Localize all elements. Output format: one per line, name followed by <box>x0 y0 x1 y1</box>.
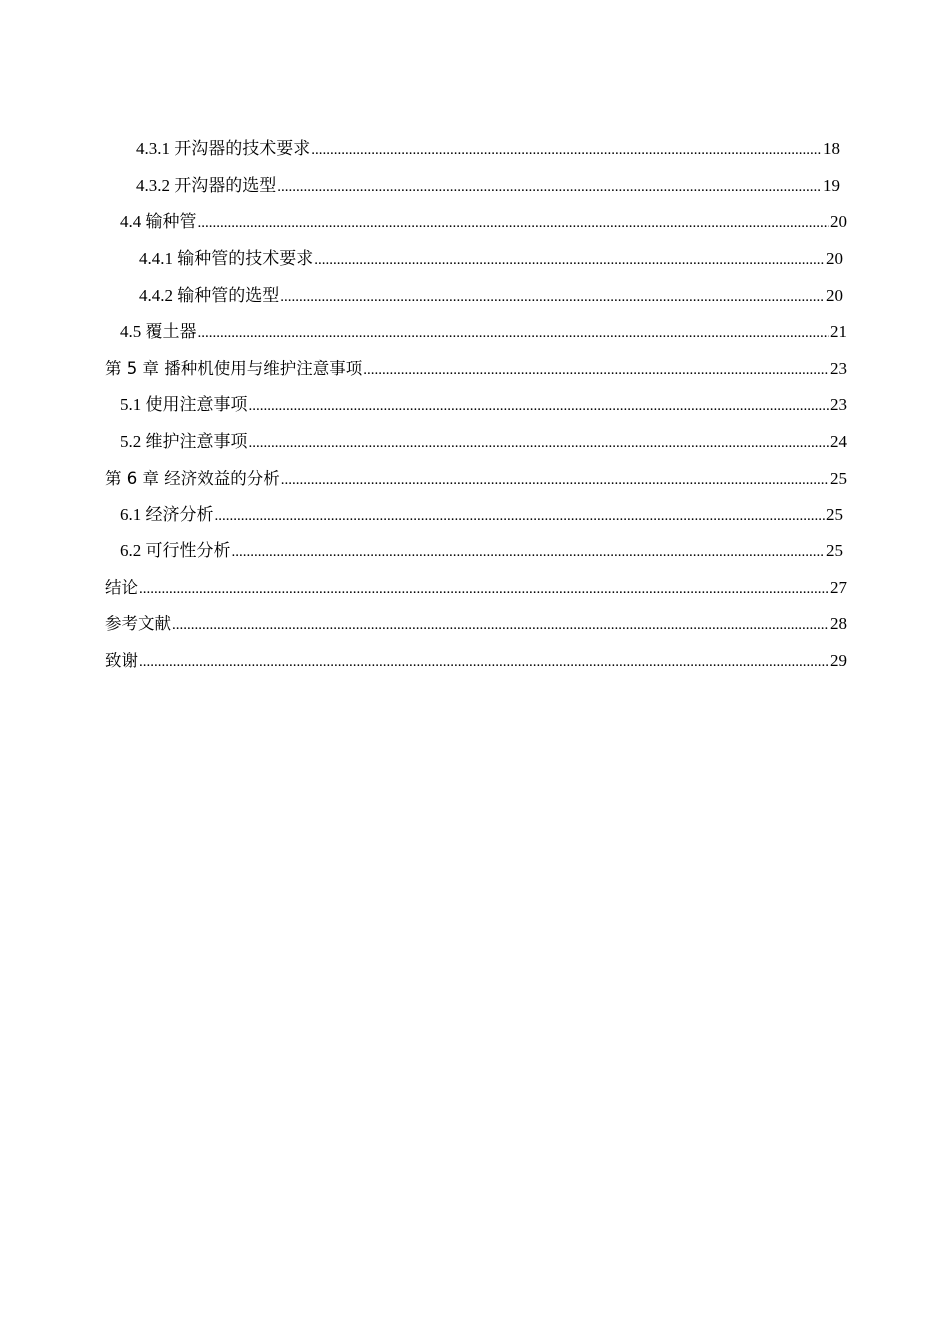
toc-chapter-entry[interactable] <box>105 612 847 636</box>
toc-leader-dots <box>314 248 825 272</box>
toc-entry-page: 20 <box>830 212 847 231</box>
toc-entry-page: 23 <box>830 359 847 378</box>
toc-entry-title: 4.4.2 输种管的选型 <box>139 286 280 305</box>
toc-entry[interactable] <box>120 393 847 417</box>
toc-entry-title: 5.2 维护注意事项 <box>120 432 248 451</box>
toc-entry[interactable] <box>136 137 840 161</box>
toc-leader-dots <box>249 394 830 418</box>
toc-leader-dots <box>139 577 829 601</box>
toc-leader-dots <box>198 211 830 235</box>
toc-entry-title: 5.1 使用注意事项 <box>120 395 248 414</box>
toc-entry-page: 19 <box>823 176 840 195</box>
toc-leader-dots <box>215 504 826 528</box>
toc-entry-title: 致谢 <box>105 651 138 670</box>
toc-entry[interactable] <box>120 320 847 344</box>
toc-leader-dots <box>198 321 830 345</box>
toc-leader-dots <box>232 540 826 564</box>
toc-chapter-entry[interactable] <box>105 576 847 600</box>
toc-entry[interactable] <box>120 539 843 563</box>
toc-chapter-entry[interactable] <box>105 467 847 491</box>
toc-entry[interactable] <box>139 284 843 308</box>
toc-entry-title: 参考文献 <box>105 614 171 633</box>
toc-entry-page: 21 <box>830 322 847 341</box>
toc-leader-dots <box>280 285 825 309</box>
toc-entry-page: 29 <box>830 651 847 670</box>
toc-leader-dots <box>172 613 829 637</box>
toc-entry-page: 23 <box>830 395 847 414</box>
toc-entry-page: 25 <box>830 469 847 488</box>
toc-entry-page: 27 <box>830 578 847 597</box>
toc-entry-title: 4.3.1 开沟器的技术要求 <box>136 139 311 158</box>
toc-entry[interactable] <box>120 430 847 454</box>
toc-leader-dots <box>281 468 829 492</box>
toc-entry[interactable] <box>120 503 843 527</box>
toc-entry-page: 20 <box>826 249 843 268</box>
toc-entry-page: 25 <box>826 541 843 560</box>
toc-entry-page: 25 <box>826 505 843 524</box>
toc-entry-page: 18 <box>823 139 840 158</box>
toc-entry-title: 4.3.2 开沟器的选型 <box>136 176 277 195</box>
toc-entry-title: 4.5 覆土器 <box>120 322 197 341</box>
toc-entry-title: 4.4.1 输种管的技术要求 <box>139 249 314 268</box>
toc-leader-dots <box>363 358 829 382</box>
toc-entry-title: 6.2 可行性分析 <box>120 541 231 560</box>
toc-entry-page: 28 <box>830 614 847 633</box>
toc-entry[interactable] <box>136 174 840 198</box>
toc-leader-dots <box>311 138 822 162</box>
toc-entry-page: 24 <box>830 432 847 451</box>
toc-entry-page: 20 <box>826 286 843 305</box>
toc-chapter-entry[interactable] <box>105 649 847 673</box>
toc-entry-title: 6.1 经济分析 <box>120 505 214 524</box>
toc-entry[interactable] <box>120 210 847 234</box>
toc-entry[interactable] <box>139 247 843 271</box>
toc-entry-title: 结论 <box>105 578 138 597</box>
toc-leader-dots <box>139 650 829 674</box>
toc-chapter-entry[interactable] <box>105 357 847 381</box>
toc-leader-dots <box>249 431 830 455</box>
toc-entry-title: 第 6 章 经济效益的分析 <box>105 469 280 488</box>
toc-entry-title: 4.4 输种管 <box>120 212 197 231</box>
toc-entry-title: 第 5 章 播种机使用与维护注意事项 <box>105 359 363 378</box>
toc-leader-dots <box>277 175 822 199</box>
